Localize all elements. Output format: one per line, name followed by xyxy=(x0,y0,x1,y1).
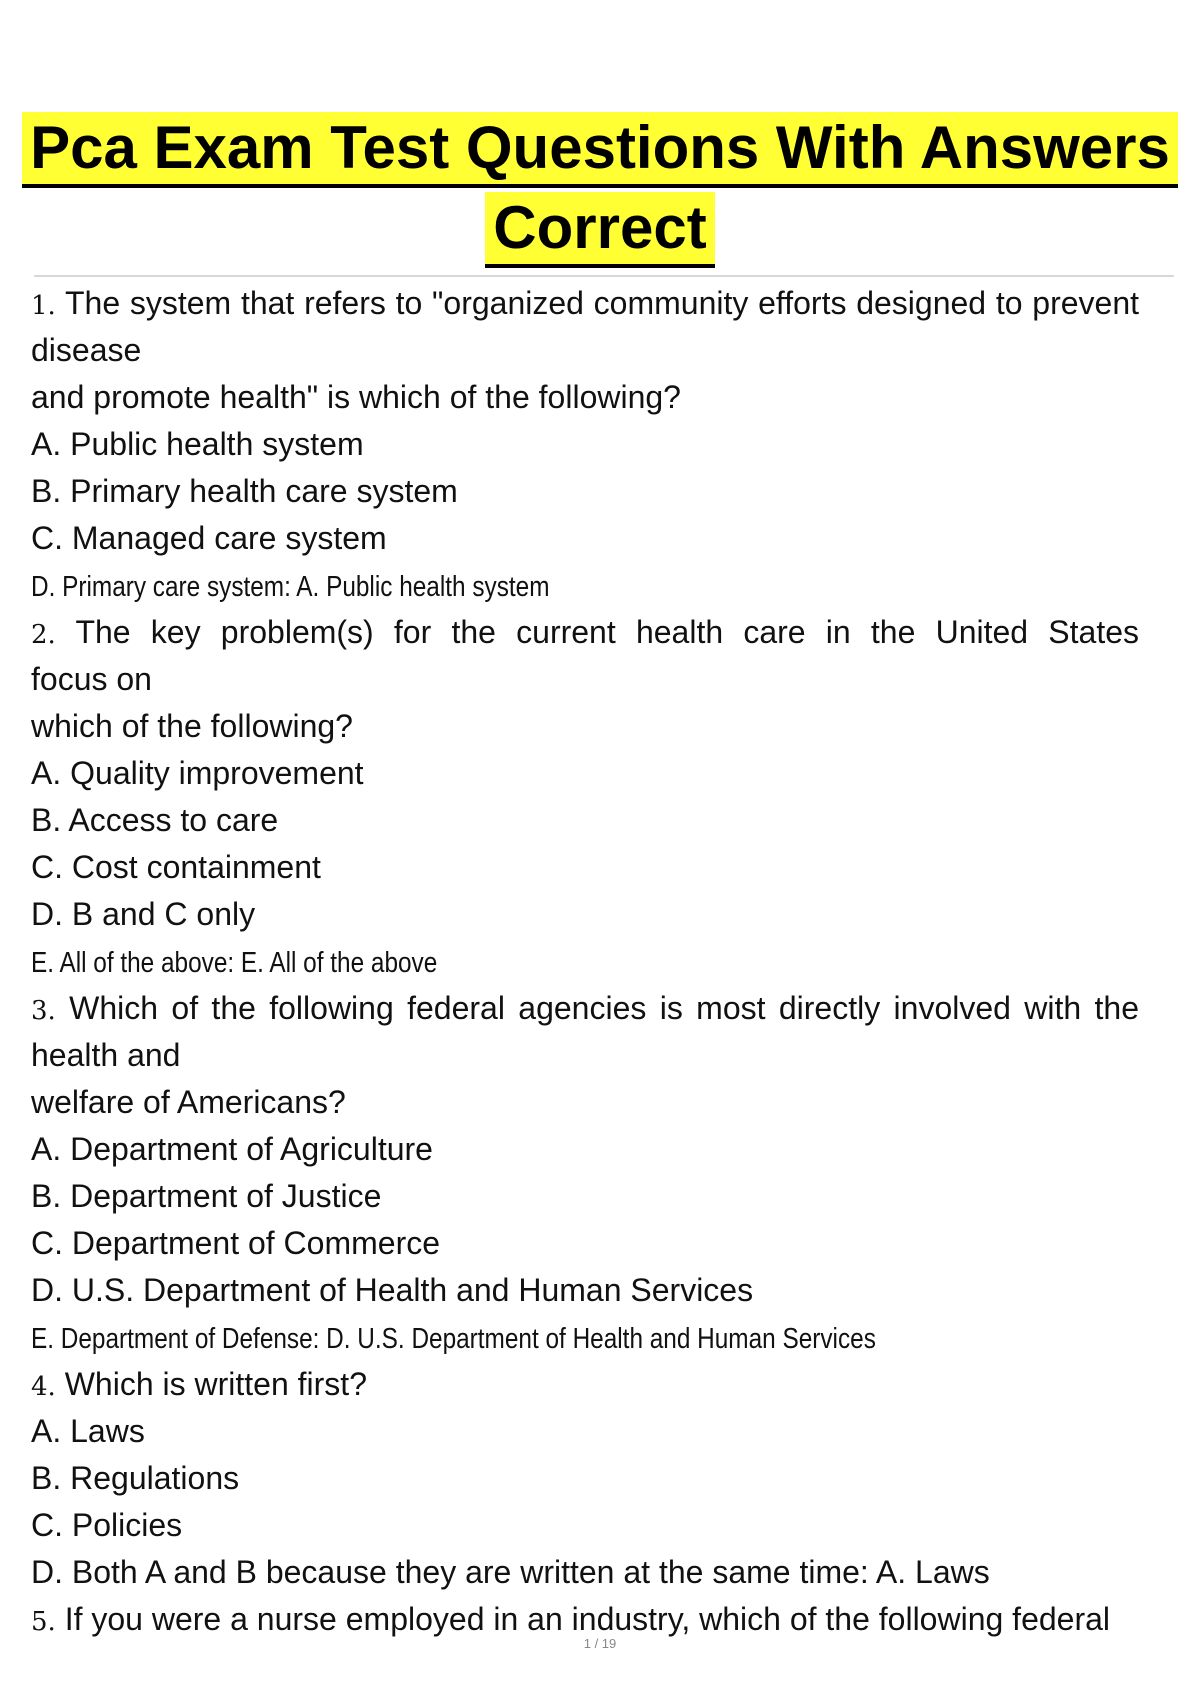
answer-option: C. Cost containment xyxy=(31,849,321,885)
answer-option: B. Access to care xyxy=(31,802,279,838)
page-indicator: 1 / 19 xyxy=(583,1636,617,1651)
answer-key-line: E. Department of Defense: D. U.S. Department of Health and Human Services xyxy=(31,1323,876,1355)
question-list xyxy=(31,280,1171,1643)
answer-option: A. Public health system xyxy=(31,426,364,462)
question-stem-line: 1. The system that refers to "organized community efforts designed to prevent xyxy=(31,285,1139,321)
question-stem-line: disease xyxy=(31,332,142,368)
answer-option: D. U.S. Department of Health and Human Services xyxy=(31,1272,754,1308)
answer-option: C. Department of Commerce xyxy=(31,1225,441,1261)
answer-option: B. Department of Justice xyxy=(31,1178,382,1214)
answer-option-with-key xyxy=(31,562,1171,609)
answer-option: B. Primary health care system xyxy=(31,473,458,509)
question-stem-line: 3. Which of the following federal agencies is most directly involved with the xyxy=(31,990,1139,1026)
document-title xyxy=(0,112,1200,272)
question-1 xyxy=(31,280,1171,609)
question-number: 2. xyxy=(31,620,56,650)
question-stem-line: health and xyxy=(31,1037,181,1073)
answer-key-line: D. Primary care system: A. Public health system xyxy=(31,571,550,603)
answer-option-with-key xyxy=(31,1314,1171,1361)
answer-option: A. Quality improvement xyxy=(31,755,364,791)
answer-option: A. Laws xyxy=(31,1413,145,1449)
answer-option-with-key xyxy=(31,938,1171,985)
answer-key-line: E. All of the above: E. All of the above xyxy=(31,947,438,979)
title-divider xyxy=(34,275,1174,277)
question-3 xyxy=(31,985,1171,1361)
title-line-1: Pca Exam Test Questions With Answers xyxy=(22,112,1178,188)
title-line-2: Correct xyxy=(485,192,714,268)
question-number: 5. xyxy=(31,1607,56,1637)
question-4 xyxy=(31,1361,1171,1596)
question-stem-line: 5. If you were a nurse employed in an industry, which of the following federal xyxy=(31,1601,1111,1637)
answer-option: B. Regulations xyxy=(31,1460,240,1496)
answer-option: A. Department of Agriculture xyxy=(31,1131,433,1167)
question-stem-line: 4. Which is written first? xyxy=(31,1366,367,1402)
question-stem-line: welfare of Americans? xyxy=(31,1084,346,1120)
question-number: 1. xyxy=(31,291,56,321)
question-number: 4. xyxy=(31,1372,56,1402)
answer-option: D. B and C only xyxy=(31,896,256,932)
answer-option: C. Policies xyxy=(31,1507,183,1543)
question-stem-line: focus on xyxy=(31,661,152,697)
answer-option: C. Managed care system xyxy=(31,520,387,556)
question-number: 3. xyxy=(31,996,56,1026)
answer-option-with-key: D. Both A and B because they are written at the same time: A. Laws xyxy=(31,1554,990,1590)
question-2 xyxy=(31,609,1171,985)
question-stem-line: and promote health" is which of the following? xyxy=(31,379,681,415)
question-stem-line: which of the following? xyxy=(31,708,353,744)
question-stem-line: 2. The key problem(s) for the current health care in the United States xyxy=(31,614,1139,650)
